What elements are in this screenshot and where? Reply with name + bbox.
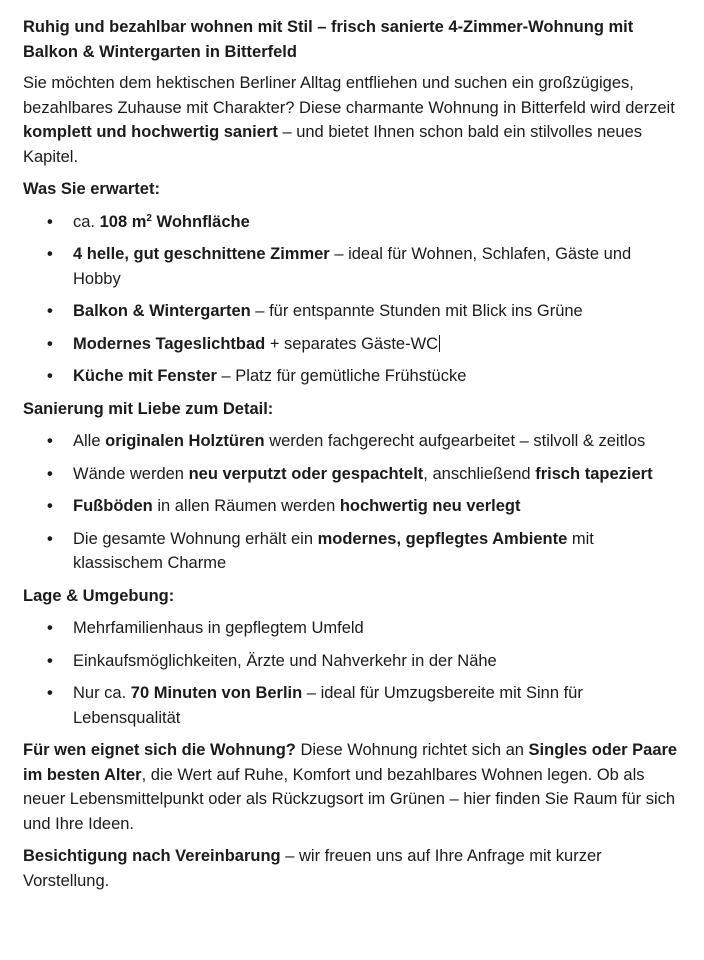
text: 108 m (99, 212, 147, 231)
bold-text: Fußböden (73, 497, 153, 515)
text: Nur ca. (73, 684, 131, 702)
bold-text: Modernes Tageslichtbad (73, 334, 266, 353)
intro-bold: komplett und hochwertig saniert (23, 123, 278, 141)
text: + separates Gäste-WC (265, 334, 439, 353)
text: mit klassischem Charme (73, 529, 594, 572)
list-item (73, 527, 680, 576)
text: – ideal für Wohnen, Schlafen, Gäste und Hobby (73, 245, 632, 288)
text: Wohnfläche (151, 212, 250, 231)
living-area (100, 213, 250, 231)
bold-text: frisch tapeziert (535, 464, 653, 483)
listing-title (23, 15, 680, 64)
superscript: 2 (146, 212, 152, 224)
bold-text: hochwertig neu verlegt (339, 497, 521, 515)
text: werden fachgerecht aufgearbeitet – stilvoll & zeitlos (264, 432, 646, 450)
list-item (73, 242, 680, 291)
bold-text: originalen Holztüren (105, 432, 265, 450)
listing-title-text: Ruhig und bezahlbar wohnen mit Stil – frisch sanierte 4-Zimmer-Wohnung mit Balkon & Wintergarten in Bitterfeld (23, 18, 634, 61)
text: in allen Räumen werden (152, 497, 340, 515)
list-item (73, 494, 680, 519)
text: Diese Wohnung richtet sich an (295, 741, 529, 759)
text: – ideal für Umzugsbereite mit Sinn für Lebensqualität (73, 684, 583, 727)
bold-text: Küche mit Fenster (73, 367, 217, 385)
text: – Platz für gemütliche Frühstücke (216, 367, 467, 385)
text: Wände werden (73, 464, 189, 483)
viewing-paragraph (23, 844, 680, 893)
bold-text: Für wen eignet sich die Wohnung? (23, 741, 296, 759)
heading-what-to-expect: Was Sie erwartet: (23, 180, 160, 198)
bold-text: modernes, gepflegtes Ambiente (317, 529, 568, 548)
list-item (73, 332, 680, 357)
bold-text: 70 Minuten von Berlin (130, 684, 303, 702)
text: – wir freuen uns auf Ihre Anfrage mit kurzer Vorstellung. (23, 847, 602, 890)
text: , die Wert auf Ruhe, Komfort und bezahlbares Wohnen legen. Ob als neuer Lebensmittelpunkt oder als Rückzugsort im Grünen – hier finden Sie Raum für sich und Ihre Ideen. (23, 765, 676, 833)
list-item: • Einkaufsmöglichkeiten, Ärzte und Nahverkehr in der Nähe (73, 649, 680, 674)
bold-text: Balkon & Wintergarten (73, 302, 251, 320)
intro-text-2: – und bietet Ihnen schon bald ein stilvolles neues Kapitel. (23, 123, 643, 166)
list-item (73, 299, 680, 324)
bold-text: 4 helle, gut geschnittene Zimmer (73, 245, 330, 263)
list-renovation (23, 429, 680, 576)
text: ca. (73, 212, 100, 231)
list-item (73, 364, 680, 389)
bold-text: Singles oder Paare im besten Alter (23, 741, 678, 784)
list-location (23, 616, 680, 730)
list-what-to-expect (23, 210, 680, 389)
list-item: • Mehrfamilienhaus in gepflegtem Umfeld (73, 616, 680, 641)
list-item (73, 462, 680, 487)
bold-text: neu verputzt oder gespachtelt (188, 464, 424, 483)
bold-text: Besichtigung nach Vereinbarung (23, 847, 281, 865)
list-item (73, 681, 680, 730)
heading-location: Lage & Umgebung: (23, 586, 175, 605)
list-item (73, 210, 680, 235)
intro-paragraph (23, 71, 680, 169)
list-item (73, 429, 680, 454)
text: , anschließend (423, 464, 536, 483)
text-cursor (439, 335, 440, 352)
target-audience-paragraph (23, 738, 680, 836)
intro-text-1: Sie möchten dem hektischen Berliner Alltag entfliehen und suchen ein großzügiges, bezahlbares Zuhause mit Charakter? Diese charmante Wohnung in Bitterfeld wird derzeit (23, 74, 675, 117)
text: – für entspannte Stunden mit Blick ins Grüne (250, 302, 583, 320)
text: Die gesamte Wohnung erhält ein (73, 529, 318, 548)
text: Alle (73, 432, 106, 450)
heading-renovation: Sanierung mit Liebe zum Detail: (23, 399, 274, 418)
